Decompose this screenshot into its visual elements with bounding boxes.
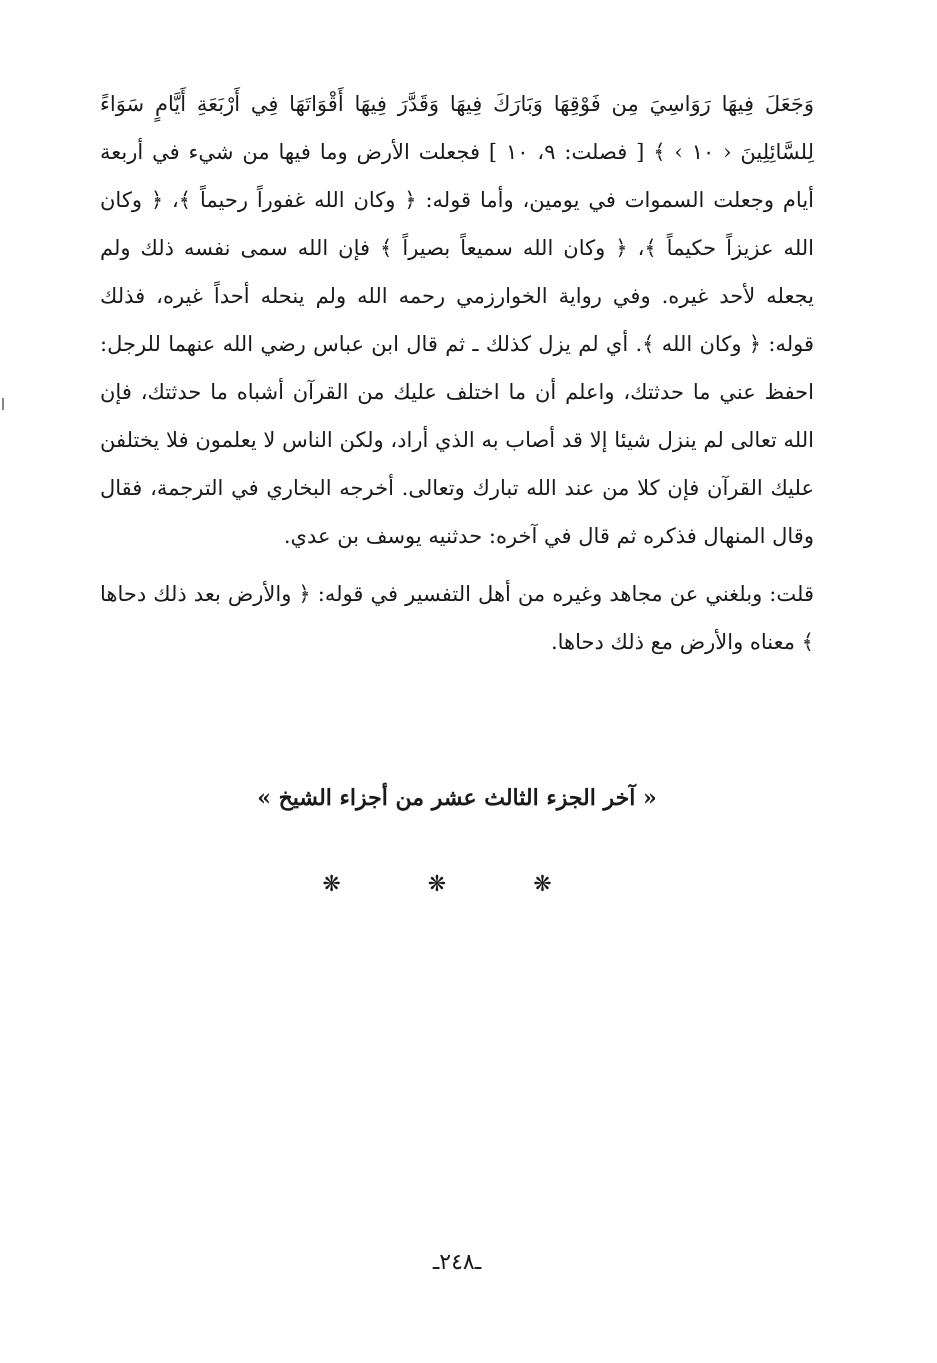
body-text xyxy=(100,80,814,666)
ornament-separator: ❋ ❋ ❋ xyxy=(322,872,592,897)
section-end-heading: « آخر الجزء الثالث عشر من أجزاء الشيخ » xyxy=(257,785,657,811)
margin-mark xyxy=(2,398,4,410)
paragraph-1: وَجَعَلَ فِيهَا رَوَاسِيَ مِن فَوْقِهَا وَبَارَكَ فِيهَا وَقَدَّرَ فِيهَا أَقْوَاتَهَا فِي أَرْبَعَةِ أَيَّامٍ سَوَاءً لِلسَّائِلِينَ ‹ ١٠ › ﴾ [ فصلت: ٩، ١٠ ] فجعلت الأرض وما فيها من شيء في أربعة أيام وجعلت السموات في يومين، وأما قوله: ﴿ وكان الله غفوراً رحيماً ﴾، ﴿ وكان الله عزيزاً حكيماً ﴾، ﴿ وكان الله سميعاً بصيراً ﴾ فإن الله سمى نفسه ذلك ولم يجعله لأحد غيره. وفي رواية الخوارزمي رحمه الله ولم ينحله أحداً غيره، فذلك قوله: ﴿ وكان الله ﴾. أي لم يزل كذلك ـ ثم قال ابن عباس رضي الله عنهما للرجل: احفظ عني ما حدثتك، واعلم أن ما اختلف عليك من القرآن أشباه ما حدثتك، فإن الله تعالى لم ينزل شيئا إلا قد أصاب به الذي أراد، ولكن الناس لا يعلمون فلا يختلفن عليك القرآن فإن كلا من عند الله تبارك وتعالى. أخرجه البخاري في الترجمة، فقال وقال المنهال فذكره ثم قال في آخره: حدثنيه يوسف بن عدي. xyxy=(100,92,815,548)
paragraph-2: قلت: وبلغني عن مجاهد وغيره من أهل التفسير في قوله: ﴿ والأرض بعد ذلك دحاها ﴾ معناه والأرض مع ذلك دحاها. xyxy=(100,582,814,654)
page-number: ـ٢٤٨ـ xyxy=(432,1250,482,1275)
